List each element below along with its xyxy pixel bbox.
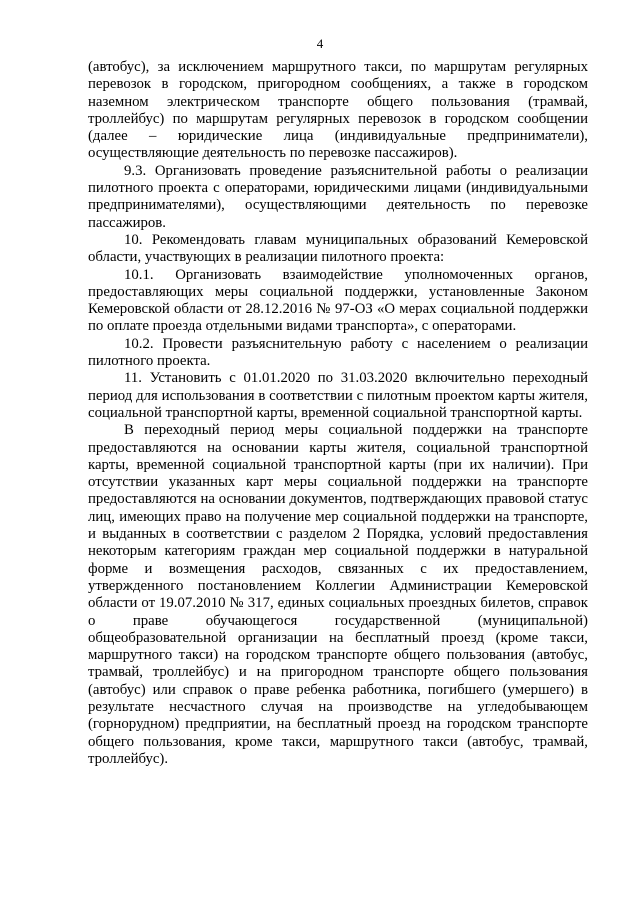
paragraph-10-1: 10.1. Организовать взаимодействие уполномоченных органов, предоставляющих меры социальной поддержки, установленные Законом Кемеровской области от 28.12.2016 № 97-ОЗ «О мерах социальной поддержки по оплате проезда отдельными видами транспорта», с операторами. [88, 266, 588, 335]
paragraph-9-3: 9.3. Организовать проведение разъяснительной работы о реализации пилотного проекта с операторами, юридическими лицами (индивидуальными предпринимателями), осуществляющими деятельность по перевозке пассажиров. [88, 162, 588, 231]
paragraph-10: 10. Рекомендовать главам муниципальных образований Кемеровской области, участвующих в реализации пилотного проекта: [88, 231, 588, 266]
paragraph-continuation: (автобус), за исключением маршрутного такси, по маршрутам регулярных перевозок в городском, пригородном сообщениях, а также в городском наземном электрическом транспорте общего пользования (трамвай, троллейбус) по маршрутам регулярных перевозок в городском сообщении (далее – юридические лица (индивидуальные предприниматели), осуществляющие деятельность по перевозке пассажиров). [88, 59, 588, 162]
paragraph-transition-period: В переходный период меры социальной поддержки на транспорте предоставляются на основании карты жителя, социальной транспортной карты, временной социальной транспортной карты (при их наличии). При отсутствии указанных карт меры социальной поддержки на транспорте предоставляются на основании документов, подтверждающих правовой статус лиц, имеющих право на получение мер социальной поддержки на транспорте, и выданных в соответствии с разделом 2 Порядка, условий предоставления некоторым категориям граждан мер социальной поддержки в натуральной форме и возмещения расходов, связанных с их предоставлением, утвержденного постановлением Коллегии Администрации Кемеровской области от 19.07.2010 № 317, единых социальных проездных билетов, справок о праве обучающегося государственной (муниципальной) общеобразовательной организации на бесплатный проезд (кроме такси, маршрутного такси) на городском транспорте общего пользования (автобус, трамвай, троллейбус) и на пригородном транспорте общего пользования (автобус) или справок о праве ребенка работника, погибшего (умершего) в результате несчастного случая на производстве на угледобывающем (горнорудном) предприятии, на бесплатный проезд на городском транспорте общего пользования, кроме такси, маршрутного такси (автобус, трамвай, троллейбус). [88, 422, 588, 767]
page-number: 4 [316, 36, 324, 51]
paragraph-10-2: 10.2. Провести разъяснительную работу с населением о реализации пилотного проекта. [88, 335, 588, 370]
document-body [88, 59, 588, 768]
paragraph-11: 11. Установить с 01.01.2020 по 31.03.2020 включительно переходный период для использования в соответствии с пилотным проектом карты жителя, социальной транспортной карты, временной социальной транспортной карты. [88, 370, 588, 421]
